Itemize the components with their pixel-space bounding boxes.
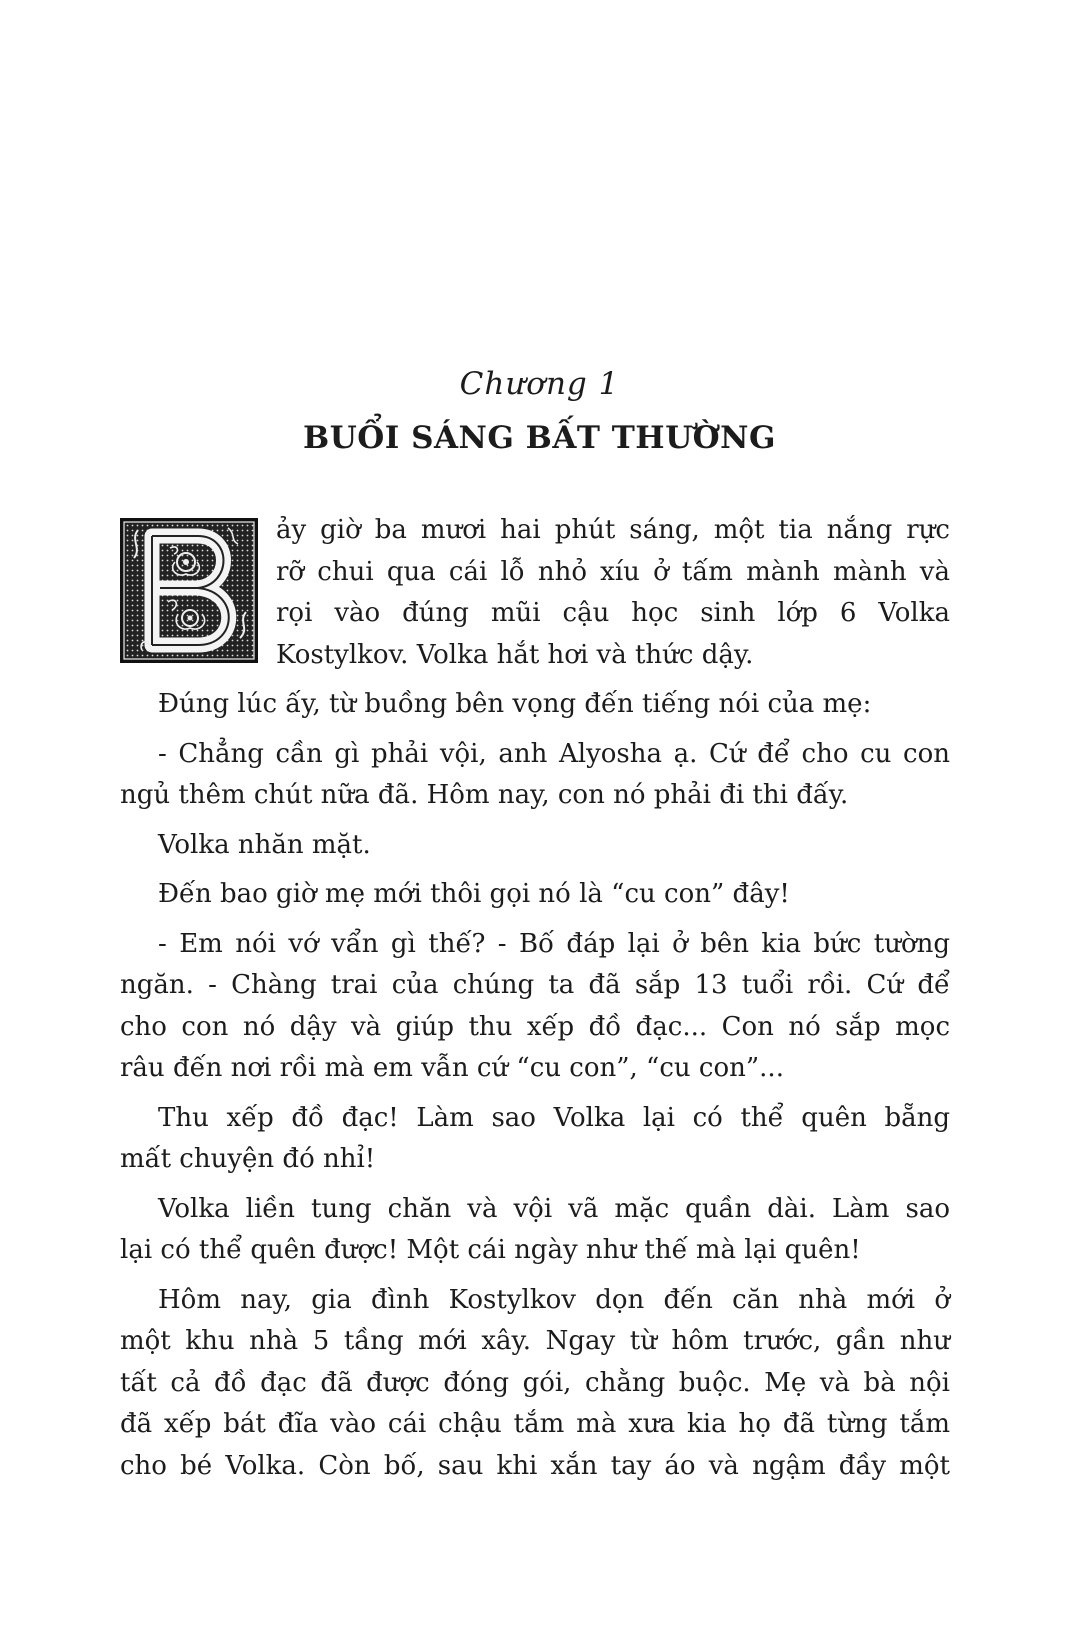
paragraph	[120, 1098, 950, 1181]
opening-paragraph	[120, 510, 950, 676]
text-line: một khu nhà 5 tầng mới xây. Ngay từ hôm trước, gần như	[120, 1326, 950, 1356]
text-line: râu đến nơi rồi mà em vẫn cứ “cu con”, “cu con”...	[120, 1053, 784, 1083]
paragraph	[120, 734, 950, 817]
text-line: ngăn. - Chàng trai của chúng ta đã sắp 13 tuổi rồi. Cứ để	[120, 970, 950, 1000]
text-line: Đúng lúc ấy, từ buồng bên vọng đến tiếng nói của mẹ:	[158, 689, 872, 719]
text-line: Volka nhăn mặt.	[158, 829, 371, 860]
chapter-label: Chương 1	[459, 366, 620, 402]
text-line: Kostylkov. Volka hắt hơi và thức dậy.	[276, 639, 754, 670]
body-text	[120, 510, 950, 1495]
text-line: Volka liền tung chăn và vội vã mặc quần dài. Làm sao	[158, 1193, 950, 1224]
text-line: lại có thể quên được! Một cái ngày như thế mà lại quên!	[120, 1235, 861, 1265]
text-line: - Em nói vớ vẩn gì thế? - Bố đáp lại ở bên kia bức tường	[158, 928, 950, 959]
text-line: ngủ thêm chút nữa đã. Hôm nay, con nó phải đi thi đấy.	[120, 780, 849, 810]
paragraph	[120, 1189, 950, 1272]
text-line: Đến bao giờ mẹ mới thôi gọi nó là “cu con” đây!	[158, 879, 790, 909]
text-line: đã xếp bát đĩa vào cái chậu tắm mà xưa kia họ đã từng tắm	[120, 1409, 950, 1439]
paragraph	[120, 1280, 950, 1488]
text-line: cho bé Volka. Còn bố, sau khi xắn tay áo và ngậm đầy một	[120, 1450, 950, 1481]
paragraph	[120, 825, 950, 867]
drop-cap-lines	[276, 510, 950, 676]
paragraph	[120, 684, 950, 726]
paragraph	[120, 874, 950, 916]
text-line: mất chuyện đó nhỉ!	[120, 1144, 376, 1174]
text-line: rỡ chui qua cái lỗ nhỏ xíu ở tấm mành mành và	[276, 556, 950, 587]
text-line: cho con nó dậy và giúp thu xếp đồ đạc... Con nó sắp mọc	[120, 1011, 950, 1042]
text-line: Hôm nay, gia đình Kostylkov dọn đến căn nhà mới ở	[158, 1284, 950, 1315]
text-line: ảy giờ ba mươi hai phút sáng, một tia nắng rực	[276, 515, 950, 545]
text-line: Thu xếp đồ đạc! Làm sao Volka lại có thể quên bẵng	[158, 1102, 950, 1133]
text-line: - Chẳng cần gì phải vội, anh Alyosha ạ. Cứ để cho cu con	[158, 738, 950, 769]
paragraph	[120, 924, 950, 1090]
text-line: tất cả đồ đạc đã được đóng gói, chằng buộc. Mẹ và bà nội	[120, 1367, 950, 1398]
ornamental-drop-cap	[120, 518, 258, 663]
chapter-title: BUỔI SÁNG BẤT THƯỜNG	[303, 420, 776, 456]
text-line: rọi vào đúng mũi cậu học sinh lớp 6 Volka	[276, 598, 950, 628]
